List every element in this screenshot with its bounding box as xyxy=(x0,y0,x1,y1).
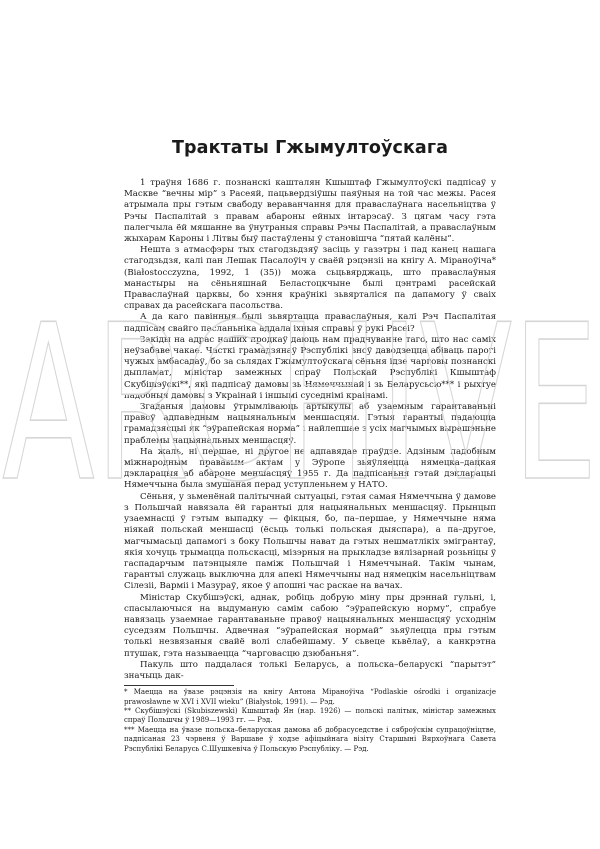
paragraph: Міністар Скубішэўскі, аднак, робіць добрую міну пры дрэннай гульні, і, спасылаючыся на выдуманую самім сабою “эўрапейскую норму”, спрабуе навязаць узаемнае гарантаваньне правоў нацыянальных меншасцяў усходнім суседзям Польшчы. Адвечная “эўрапейская нормай” зьяўлецца пры гэтым толькі незвязаныя свайё волі слабейшаму. У сьвеце кьвёлаў, а канкрэтна птушак, гэта называецца “чарговасцю дзюбаньня”. xyxy=(124,592,496,659)
paragraph: Нешта з атмасфэры тых стагодзьдзяў засіць у газэтры і пад канец нашага стагодзьдзя, калі пан Лешак Пасалоўіч у сваёй рэцэнзіі на кнігу А. Міраноўіча* (Białostocczyzna, 1992, 1 (35)) можа сьцьвярджаць, што праваслаўныя манастыры на сёньняшнай Беластоцкчыне былі цэнтрамі расейскай Праваслаўнай царквы, бо хэння краўнікі зьвярталіся па дапамогу ў сваіх справах да расейскага пасольства. xyxy=(124,245,496,312)
footnote: ** Скубішэўскі (Skubiszewski) Кшыштаф Ян (нар. 1926) — польскі палітык, міністар замежных спраў Польшчы ў 1989—1993 гг. — Рэд. xyxy=(124,706,496,725)
footnote-divider xyxy=(124,685,234,686)
paragraph: Згаданыя дамовы ўтрымліваюць артыкулы аб узаемным гарантаваньні правоў адпаведным нацыянальным меншасцям. Гэтыя гарантыі падаюцца грамадзясцыі як “эўрапейская норма” і найлепшае з усіх магчымых вырашэньне праблемы нацыянальных меншасцяў. xyxy=(124,402,496,446)
article-title: Трактаты Гжымултоўскага xyxy=(172,138,448,158)
footnotes xyxy=(124,688,496,754)
document-page xyxy=(124,138,496,754)
footnote: * Маецца на ўвазе рэцэнзія на кнігу Антона Міраноўіча “Podlaskie ośrodki i organizacje prawosławne w XVI i XVII wieku” (Białystok, 1991). — Рэд. xyxy=(124,688,496,706)
paragraph: 1 траўня 1686 г. познанскі кашталян Кшыштаф Гжымултоўскі падпісаў у Маскве “вечны мір” з Расеяй, пацьвердзіўшы паяўныя на той час межы. Расея атрымала пры гэтым свабоду вераванчання для праваслаўнага насельніцтва ў Рэчы Паспалітай з правам абароны ейных інтарэсаў. З цягам часу гэта палегчыла ёй мяшанне ва ўнутраныя справы Рэчы Паспалітай, а праваслаўным жыхарам Кароны і Літвы быў пастаўлены ў становішча “пятай калёны”. xyxy=(124,178,496,245)
footnote: *** Маецца на ўвазе польска–беларуская дамова аб добрасуседстве і сяброўскім супрацоўніцтве, падпісаная 23 чэрвеня ў Варшаве ў ходзе афіцыйнага візіту Старшыні Вярхоўнага Савета Рэспублікі Беларусь С.Шушкевіча ў Польскую Рэспубліку. — Рэд. xyxy=(124,725,496,753)
watermark-text: ARCHIVE xyxy=(2,278,598,529)
paragraph: На жаль, ні першае, ні другое не адпавядае праўдзе. Адзіным падобным міжнародным прававым актам у Эўропе зьяўляецца нямецка–дацкая дэкларацыя аб абароне меншасцяў 1955 г. Да падпісаньня гэтай дэкларацыі Нямеччына была змушаная перад уступленьнем у НАТО. xyxy=(124,446,496,491)
paragraph: А да каго павінныя былі зьвяртацца праваслаўныя, калі Рэч Паспалітая падпісам свайго пасланьніка аддала іхныя справы ў рукі Расеі? xyxy=(124,312,496,334)
paragraph: Закіды на адрас наших продкаў даюць нам прадчуванне таго, што нас саміх неўзабаве чакае. Часткі грамадзянаў Рэспублікі зноў даводзецца абіваць парогі чужых амбасадаў, бо за сьлядах Гжымултоўскага сёньня ідзе чарговы познанскі дыпламат, міністар замежных спраў Польскай Рэспублікі Кшыштаф Скубішэўскі**, які падпісаў дамовы зь Нямеччынай і зь Беларусьсю*** і рыхтуе падобныя дамовы з Украінай і іншымі суседнімі краінамі. xyxy=(124,334,496,401)
article-body xyxy=(124,178,496,682)
paragraph: Сёньня, у зьменёнай палітычнай сытуацыі, гэтая самая Нямеччына ў дамове з Польшчай навязала ёй гарантыі для нацыянальных меншасцяў. Прынцып узаемнасці ў гэтым выпадку — фікцыя, бо, па–першае, у Нямеччыне няма ніякай польскай меншасці (ёсьць толькі польская дыяспара), а па–другое, магчымасьці дапамогі з боку Польшчы нават да гэтых нешматлікіх эмігрантаў, якія хочуць трымацца польскасці, мізэрныя на прыкладзе вялізарнай розьніцы ў гаспадарчым патэнцыяле паміж Польшчай і Нямеччынай. Такім чынам, гарантыі служаць выключна для апекі Нямеччыны над нямецкім насельніцтвам Сілезіі, Вармii і Мазураў, якое ў апошні час раскае на вачах. xyxy=(124,491,496,592)
paragraph: Пакуль што паддалася толькі Беларусь, а польска–беларускі “парытэт” значыць дак- xyxy=(124,659,496,681)
